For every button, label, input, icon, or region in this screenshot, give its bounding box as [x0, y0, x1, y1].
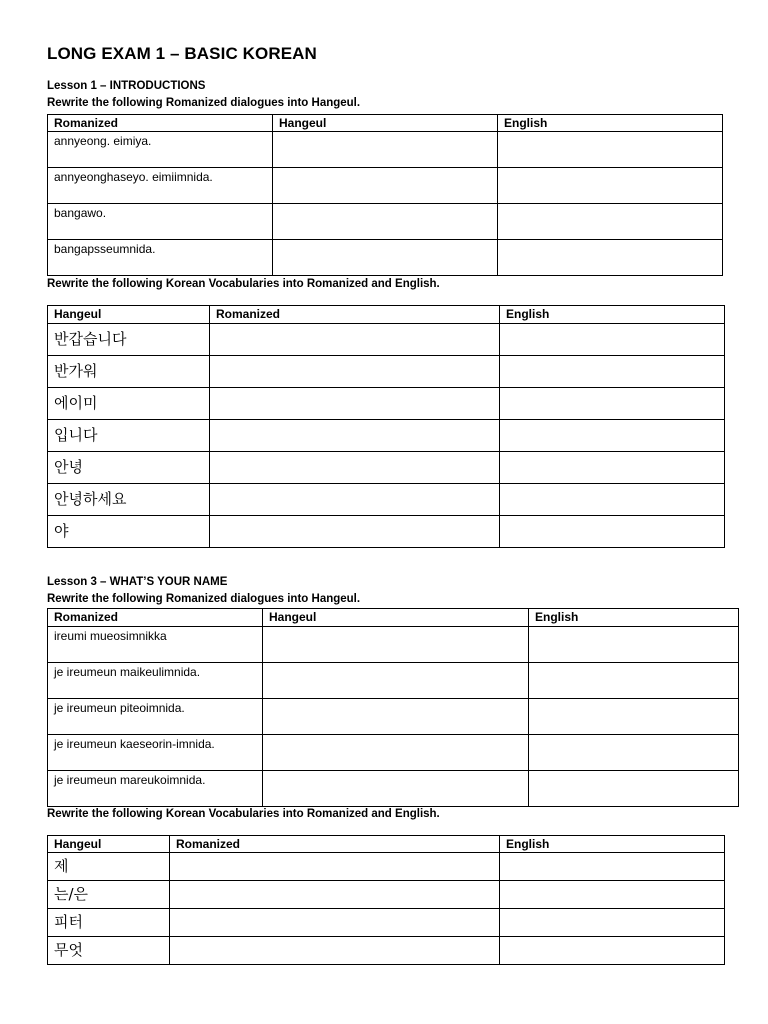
english-answer-cell[interactable] — [500, 356, 725, 388]
lesson1-instruction-2: Rewrite the following Korean Vocabularies into Romanized and English. — [47, 278, 440, 290]
lesson1-romanized-table — [47, 114, 723, 276]
romanized-answer-cell[interactable] — [170, 909, 500, 937]
hangeul-cell: 입니다 — [48, 420, 210, 452]
table-header-row — [48, 836, 725, 853]
english-answer-cell[interactable] — [498, 132, 723, 168]
page-title: LONG EXAM 1 – BASIC KOREAN — [47, 44, 317, 63]
lesson1-instruction-1: Rewrite the following Romanized dialogues into Hangeul. — [47, 97, 361, 109]
hangeul-cell: 반갑습니다 — [48, 324, 210, 356]
english-answer-cell[interactable] — [498, 168, 723, 204]
romanized-cell: je ireumeun piteoimnida. — [48, 699, 263, 735]
column-header-hangeul: Hangeul — [48, 306, 210, 324]
english-answer-cell[interactable] — [498, 204, 723, 240]
english-answer-cell[interactable] — [529, 627, 739, 663]
romanized-cell: je ireumeun maikeulimnida. — [48, 663, 263, 699]
english-answer-cell[interactable] — [529, 663, 739, 699]
table-row — [48, 909, 725, 937]
hangeul-answer-cell[interactable] — [273, 168, 498, 204]
table-row — [48, 420, 725, 452]
hangeul-cell: 반가워 — [48, 356, 210, 388]
hangeul-answer-cell[interactable] — [273, 132, 498, 168]
english-answer-cell[interactable] — [529, 771, 739, 807]
table-row — [48, 663, 739, 699]
romanized-answer-cell[interactable] — [210, 324, 500, 356]
table-row — [48, 356, 725, 388]
hangeul-cell: 안녕 — [48, 452, 210, 484]
column-header-hangeul: Hangeul — [263, 609, 529, 627]
romanized-answer-cell[interactable] — [170, 881, 500, 909]
hangeul-cell: 무엇 — [48, 937, 170, 965]
table-row — [48, 240, 723, 276]
column-header-romanized: Romanized — [210, 306, 500, 324]
lesson1-heading: Lesson 1 – INTRODUCTIONS — [47, 80, 206, 92]
english-answer-cell[interactable] — [500, 516, 725, 548]
hangeul-answer-cell[interactable] — [263, 771, 529, 807]
hangeul-cell: 제 — [48, 853, 170, 881]
column-header-romanized: Romanized — [48, 115, 273, 132]
column-header-english: English — [529, 609, 739, 627]
romanized-answer-cell[interactable] — [210, 420, 500, 452]
hangeul-answer-cell[interactable] — [263, 735, 529, 771]
table-row — [48, 735, 739, 771]
column-header-english: English — [500, 306, 725, 324]
hangeul-cell: 야 — [48, 516, 210, 548]
english-answer-cell[interactable] — [500, 324, 725, 356]
column-header-hangeul: Hangeul — [48, 836, 170, 853]
romanized-answer-cell[interactable] — [210, 388, 500, 420]
table-row — [48, 132, 723, 168]
hangeul-answer-cell[interactable] — [263, 663, 529, 699]
table-header-row — [48, 306, 725, 324]
english-answer-cell[interactable] — [500, 388, 725, 420]
table-row — [48, 516, 725, 548]
hangeul-cell: 피터 — [48, 909, 170, 937]
romanized-cell: bangapsseumnida. — [48, 240, 273, 276]
table-row — [48, 452, 725, 484]
romanized-answer-cell[interactable] — [170, 853, 500, 881]
romanized-answer-cell[interactable] — [210, 452, 500, 484]
english-answer-cell[interactable] — [529, 735, 739, 771]
english-answer-cell[interactable] — [500, 853, 725, 881]
column-header-english: English — [500, 836, 725, 853]
romanized-cell: je ireumeun mareukoimnida. — [48, 771, 263, 807]
table-header-row — [48, 609, 739, 627]
romanized-answer-cell[interactable] — [170, 937, 500, 965]
english-answer-cell[interactable] — [500, 420, 725, 452]
column-header-romanized: Romanized — [48, 609, 263, 627]
romanized-answer-cell[interactable] — [210, 356, 500, 388]
column-header-romanized: Romanized — [170, 836, 500, 853]
table-row — [48, 853, 725, 881]
romanized-cell: annyeong. eimiya. — [48, 132, 273, 168]
table-header-row — [48, 115, 723, 132]
romanized-cell: annyeonghaseyo. eimiimnida. — [48, 168, 273, 204]
table-row — [48, 484, 725, 516]
english-answer-cell[interactable] — [500, 484, 725, 516]
table-row — [48, 699, 739, 735]
table-row — [48, 388, 725, 420]
table-row — [48, 937, 725, 965]
column-header-english: English — [498, 115, 723, 132]
hangeul-answer-cell[interactable] — [263, 627, 529, 663]
english-answer-cell[interactable] — [498, 240, 723, 276]
table-row — [48, 168, 723, 204]
lesson3-instruction-1: Rewrite the following Romanized dialogues into Hangeul. — [47, 593, 361, 605]
lesson3-heading: Lesson 3 – WHAT’S YOUR NAME — [47, 576, 228, 588]
lesson3-vocabulary-table — [47, 835, 725, 965]
hangeul-answer-cell[interactable] — [273, 204, 498, 240]
table-row — [48, 771, 739, 807]
hangeul-cell: 는/은 — [48, 881, 170, 909]
romanized-cell: bangawo. — [48, 204, 273, 240]
romanized-cell: je ireumeun kaeseorin-imnida. — [48, 735, 263, 771]
lesson3-romanized-table — [47, 608, 739, 807]
english-answer-cell[interactable] — [529, 699, 739, 735]
table-row — [48, 627, 739, 663]
column-header-hangeul: Hangeul — [273, 115, 498, 132]
english-answer-cell[interactable] — [500, 452, 725, 484]
lesson3-instruction-2: Rewrite the following Korean Vocabularies into Romanized and English. — [47, 808, 440, 820]
english-answer-cell[interactable] — [500, 881, 725, 909]
english-answer-cell[interactable] — [500, 937, 725, 965]
table-row — [48, 204, 723, 240]
romanized-answer-cell[interactable] — [210, 516, 500, 548]
hangeul-answer-cell[interactable] — [263, 699, 529, 735]
romanized-answer-cell[interactable] — [210, 484, 500, 516]
romanized-cell: ireumi mueosimnikka — [48, 627, 263, 663]
lesson1-vocabulary-table — [47, 305, 725, 548]
hangeul-answer-cell[interactable] — [273, 240, 498, 276]
table-row — [48, 881, 725, 909]
english-answer-cell[interactable] — [500, 909, 725, 937]
hangeul-cell: 안녕하세요 — [48, 484, 210, 516]
table-row — [48, 324, 725, 356]
hangeul-cell: 에이미 — [48, 388, 210, 420]
